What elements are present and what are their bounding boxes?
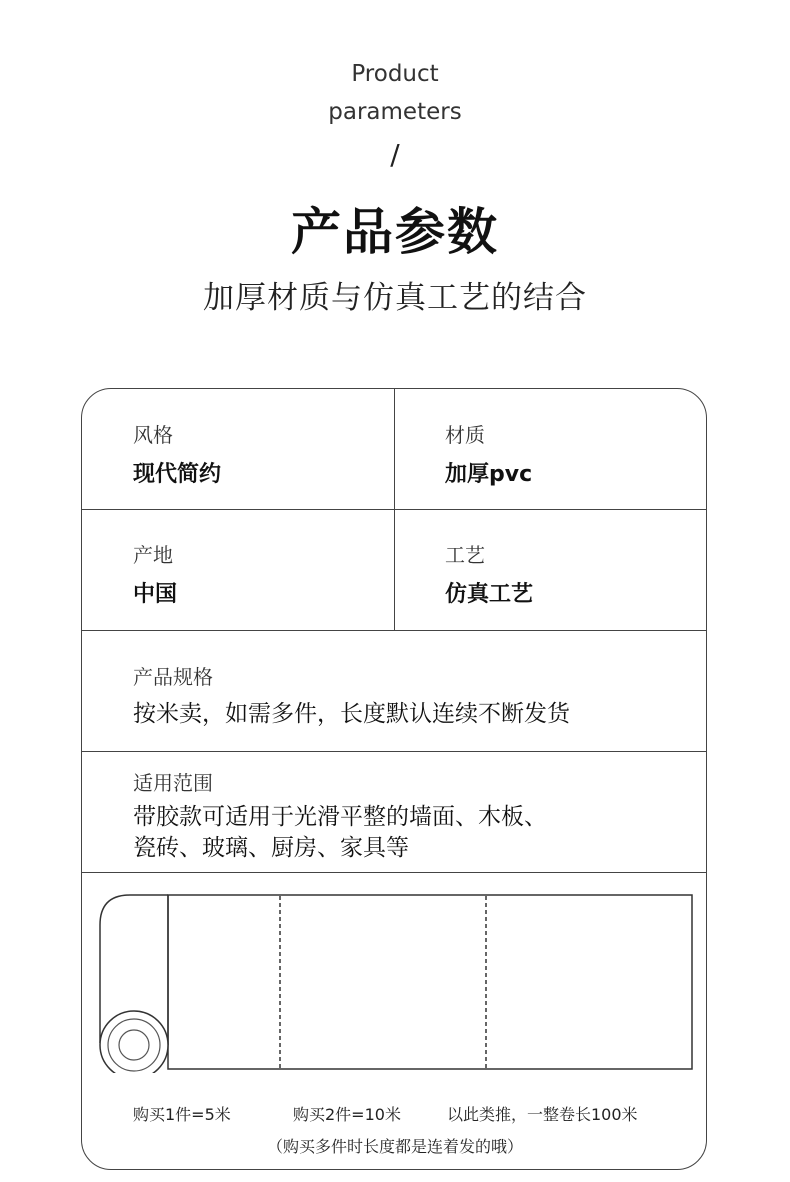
param-material-label: 材质 xyxy=(445,423,485,447)
param-scope-value-line1: 带胶款可适用于光滑平整的墙面、木板、 xyxy=(133,804,547,830)
param-origin-value: 中国 xyxy=(133,582,178,607)
column-divider xyxy=(394,389,395,631)
param-material xyxy=(445,419,532,488)
sheet-outline xyxy=(168,895,692,1069)
param-craft-value: 仿真工艺 xyxy=(445,582,534,607)
continuous-shipping-note: （购买多件时长度都是连着发的哦） xyxy=(266,1137,523,1156)
param-craft-label: 工艺 xyxy=(445,543,485,567)
param-origin xyxy=(133,539,177,608)
param-spec xyxy=(133,661,570,730)
param-spec-value: 按米卖，如需多件，长度默认连续不断发货 xyxy=(133,701,570,727)
row-divider xyxy=(82,630,706,631)
param-scope xyxy=(133,767,547,864)
english-title-line1: Product xyxy=(351,61,439,87)
page-title: 产品参数 xyxy=(291,203,499,261)
roll-length-diagram xyxy=(82,873,707,1073)
title-slash: / xyxy=(390,138,400,171)
row-divider xyxy=(82,751,706,752)
caption-one-piece: 购买1件=5米 xyxy=(133,1105,231,1124)
english-title-line2: parameters xyxy=(328,99,462,125)
param-style-value: 现代简约 xyxy=(133,462,222,487)
param-craft xyxy=(445,539,533,608)
param-material-value: 加厚pvc xyxy=(445,462,533,487)
row-divider xyxy=(82,509,706,510)
param-style-label: 风格 xyxy=(133,423,173,447)
caption-full-roll: 以此类推，一整卷长100米 xyxy=(447,1105,638,1124)
param-spec-label: 产品规格 xyxy=(133,665,213,689)
param-origin-label: 产地 xyxy=(133,543,173,567)
param-scope-value-line2: 瓷砖、玻璃、厨房、家具等 xyxy=(133,835,409,861)
caption-two-pieces: 购买2件=10米 xyxy=(293,1105,401,1124)
parameters-card xyxy=(81,388,707,1170)
roll-end-outer xyxy=(100,1011,168,1073)
page-subtitle: 加厚材质与仿真工艺的结合 xyxy=(203,280,587,316)
param-scope-label: 适用范围 xyxy=(133,771,213,795)
param-style xyxy=(133,419,221,488)
